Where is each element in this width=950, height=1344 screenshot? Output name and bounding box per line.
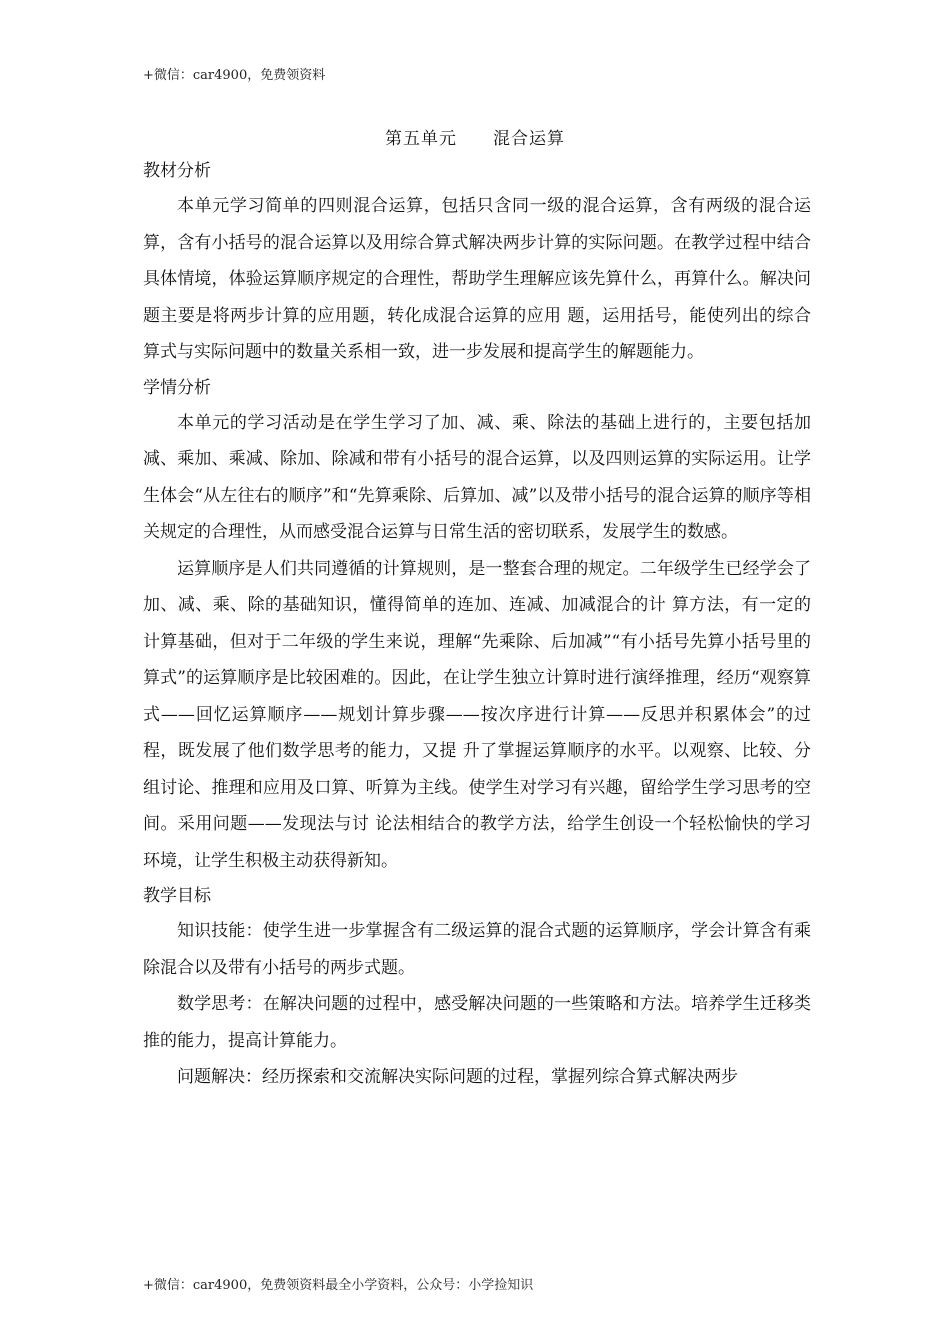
header-note: +微信：car4900，免费领资料: [143, 68, 326, 83]
paragraph: 问题解决：经历探索和交流解决实际问题的过程，掌握列综合算式解决两步: [177, 1067, 738, 1087]
title-unit: 第五单元: [385, 129, 457, 149]
document-body: [143, 154, 811, 1096]
page-title: [0, 124, 950, 149]
section-heading-students: 学情分析: [143, 377, 211, 398]
paragraph: 运算顺序是人们共同遵循的计算规则，是一整套合理的规定。二年级学生已经学会了加、减、乘、除的基础知识，懂得简单的连加、连减、加减混合的计 算方法，有一定的计算基础，但对于二年级的学生来说，理解“先乘除、后加减”“有小括号先算小括号里的算式”的运算顺序是比较困难的。因此，在让学生独立计算时进行演绎推理，经历“观察算式——回忆运算顺序——规划计算步骤——按次序进行计算——反思并积累体会”的过程，既发展了他们数学思考的能力，又提 升了掌握运算顺序的水平。以观察、比较、分组讨论、推理和应用及口算、听算为主线。使学生对学习有兴趣，留给学生学习思考的空间。采用问题——发现法与讨 论法相结合的教学方法，给学生创设一个轻松愉快的学习环境，让学生积极主动获得新知。: [143, 558, 811, 871]
section-heading-material: 教材分析: [143, 161, 211, 181]
footer-note: +微信：car4900，免费领资料最全小学资料，公众号：小学捡知识: [143, 1278, 534, 1293]
paragraph: 知识技能：使学生进一步掌握含有二级运算的混合式题的运算顺序，学会计算含有乘除混合以及带有小括号的两步式题。: [143, 921, 811, 978]
section-heading-goals: 教学目标: [143, 886, 211, 906]
title-topic: 混合运算: [493, 129, 565, 149]
paragraph: 本单元学习简单的四则混合运算，包括只含同一级的混合运算，含有两级的混合运算，含有小括号的混合运算以及用综合算式解决两步计算的实际问题。在教学过程中结合具体情境，体验运算顺序规定的合理性，帮助学生理解应该先算什么，再算什么。解决问题主要是将两步计算的应用题，转化成混合运算的应用 题，运用括号，能使列出的综合算式与实际问题中的数量关系相一致，进一步发展和提高学生的解题能力。: [143, 196, 811, 362]
paragraph: 数学思考：在解决问题的过程中，感受解决问题的一些策略和方法。培养学生迁移类推的能力，提高计算能力。: [143, 994, 811, 1051]
paragraph: 本单元的学习活动是在学生学习了加、减、乘、除法的基础上进行的，主要包括加减、乘加、乘减、除加、除减和带有小括号的混合运算，以及四则运算的实际运用。让学生体会“从左往右的顺序”和“先算乘除、后算加、减”以及带小括号的混合运算的顺序等相关规定的合理性，从而感受混合运算与日常生活的密切联系，发展学生的数感。: [143, 412, 811, 542]
